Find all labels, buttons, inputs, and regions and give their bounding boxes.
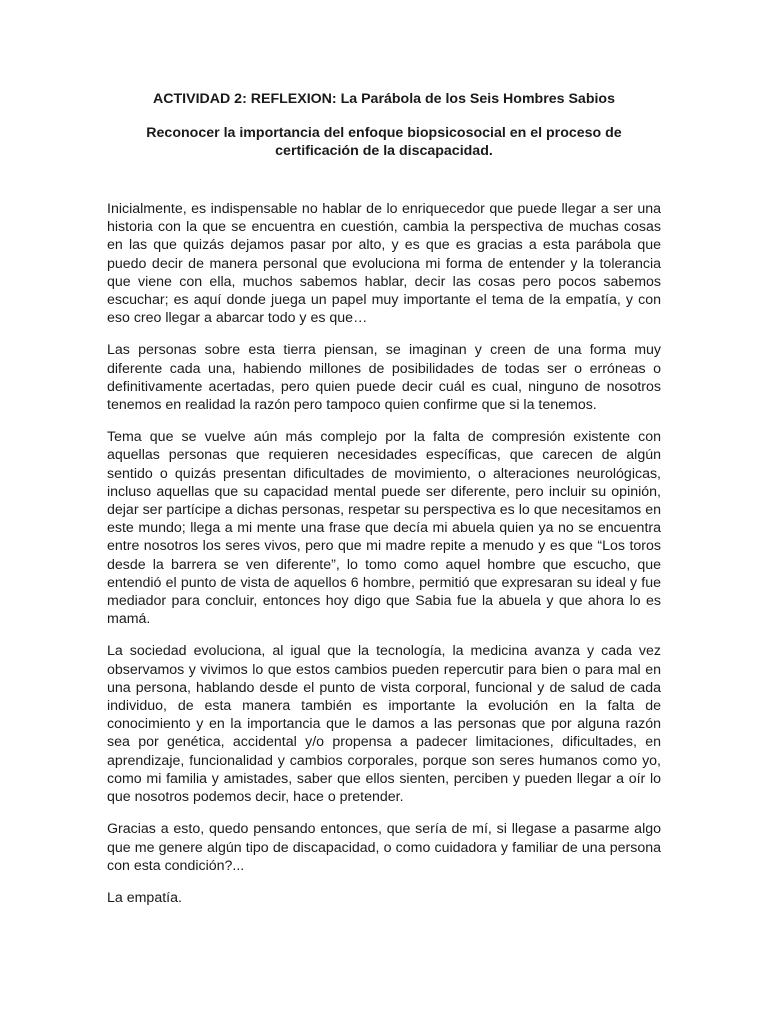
paragraph-2: Las personas sobre esta tierra piensan, se imaginan y creen de una forma muy diferente cada una, habiendo millones de posibilidades de todas ser o erróneas o definitivamente acertadas, pero quien puede decir cuál es cual, ninguno de nosotros tenemos en realidad la razón pero tampoco quien confirme que si la tenemos.	[107, 342, 661, 414]
paragraph-3: Tema que se vuelve aún más complejo por la falta de compresión existente con aquellas personas que requieren necesidades específicas, que carecen de algún sentido o quizás presentan dificultades de movimiento, o alteraciones neurológicas, incluso aquellas que su capacidad mental puede ser diferente, pero incluir su opinión, dejar ser partícipe a dichas personas, respetar su perspectiva es lo que necesitamos en este mundo; llega a mi mente una frase que decía mi abuela quien ya no se encuentra entre nosotros los seres vivos, pero que mi madre repite a menudo y es que “Los toros desde la barrera se ven diferente”, lo tomo como aquel hombre que escucho, que entendió el punto de vista de aquellos 6 hombre, permitió que expresaran su ideal y fue mediador para concluir, entonces hoy digo que Sabia fue la abuela y que ahora lo es mamá.	[107, 429, 661, 628]
paragraph-6: La empatía.	[107, 889, 182, 906]
document-title: ACTIVIDAD 2: REFLEXION: La Parábola de los Seis Hombres Sabios	[153, 91, 615, 107]
document-subtitle: Reconocer la importancia del enfoque biopsicosocial en el proceso de certificación de la discapacidad.	[146, 125, 622, 159]
paragraph-5: Gracias a esto, quedo pensando entonces, que sería de mí, si llegase a pasarme algo que me genere algún tipo de discapacidad, o como cuidadora y familiar de una persona con esta condición?...	[107, 821, 661, 874]
paragraph-1: Inicialmente, es indispensable no hablar de lo enriquecedor que puede llegar a ser una historia con la que se encuentra en cuestión, cambia la perspectiva de muchas cosas en las que quizás dejamos pasar por alto, y es que es gracias a esta parábola que puedo decir de manera personal que evoluciona mi forma de entender y la tolerancia que viene con ella, muchos sabemos hablar, decir las cosas pero pocos sabemos escuchar; es aquí donde juega un papel muy importante el tema de la empatía, y con eso creo llegar a abarcar todo y es que…	[107, 201, 661, 327]
paragraph-4: La sociedad evoluciona, al igual que la tecnología, la medicina avanza y cada vez observamos y vivimos lo que estos cambios pueden repercutir para bien o para mal en una persona, hablando desde el punto de vista corporal, funcional y de salud de cada individuo, de esta manera también es importante la evolución en la falta de conocimiento y en la importancia que le damos a las personas que por alguna razón sea por genética, accidental y/o propensa a padecer limitaciones, dificultades, en aprendizaje, funcionalidad y cambios corporales, porque son seres humanos como yo, como mi familia y amistades, saber que ellos sienten, perciben y pueden llegar a oír lo que nosotros podemos decir, hace o pretender.	[107, 643, 661, 806]
